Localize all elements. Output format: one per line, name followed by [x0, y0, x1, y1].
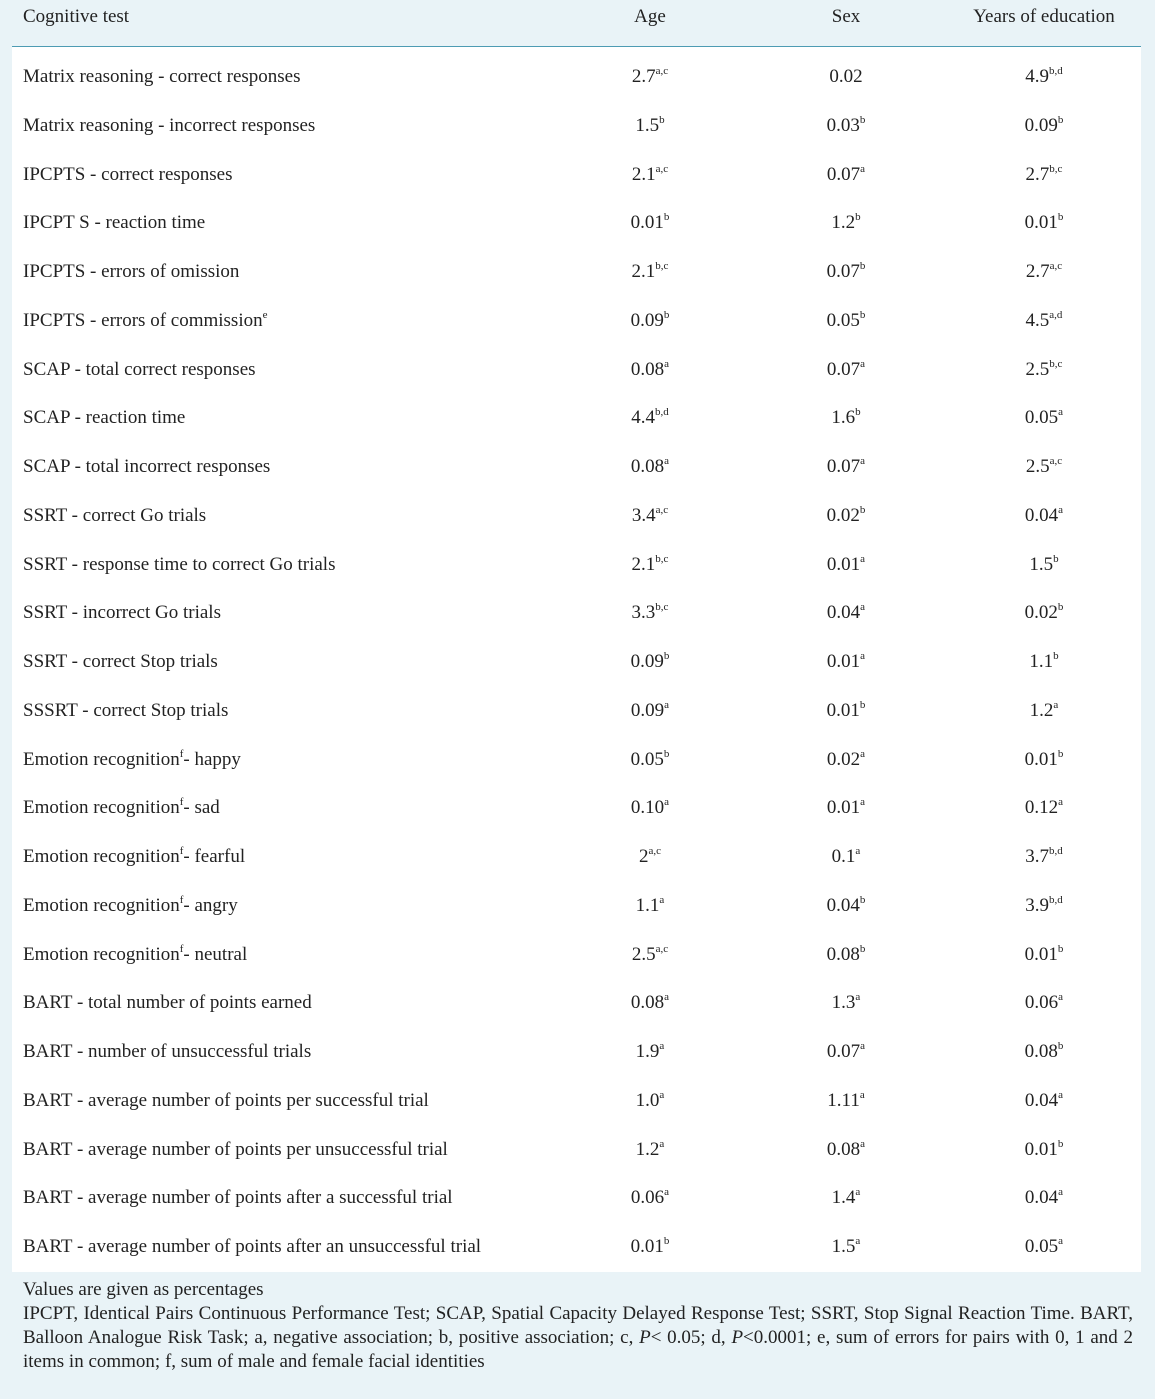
cell-age-value: 1.5: [635, 115, 660, 136]
superscript-marker: a: [860, 552, 866, 565]
cell-cognitive-test-value: Matrix reasoning - correct responses: [23, 66, 301, 87]
superscript-marker: a: [659, 1088, 665, 1101]
cell-cognitive-test: [23, 748, 241, 772]
cell-cognitive-test-value: IPCPTS - errors of commission: [23, 310, 263, 331]
superscript-marker: b,c: [1049, 357, 1063, 370]
cell-sex: [786, 650, 906, 674]
cell-years-of-education-value: 0.01: [1024, 212, 1058, 233]
cell-sex-value: 0.01: [826, 554, 861, 575]
footnote-abbreviations: [23, 1302, 1133, 1374]
cell-age-value: 2.1: [631, 261, 656, 282]
cell-age-value: 2.7: [631, 66, 656, 87]
cell-years-of-education-value: 4.5: [1025, 310, 1050, 331]
cell-age: [590, 455, 710, 479]
cell-age: [590, 650, 710, 674]
cell-cognitive-test-value: IPCPTS - correct responses: [23, 164, 233, 185]
cell-age: [590, 796, 710, 820]
cell-sex: [786, 699, 906, 723]
superscript-marker: a: [855, 844, 861, 857]
superscript-marker: b,d: [1049, 64, 1063, 77]
cell-sex-value: 0.01: [826, 700, 860, 721]
cell-sex-value: 0.02: [829, 66, 863, 87]
cell-years-of-education: [964, 309, 1124, 333]
cell-years-of-education-value: 3.9: [1025, 895, 1049, 916]
superscript-marker: b: [1053, 552, 1059, 565]
cell-cognitive-test-value: SSSRT - correct Stop trials: [23, 700, 229, 721]
cell-sex-value: 0.07: [826, 456, 861, 477]
cell-age: [590, 1089, 710, 1113]
cell-years-of-education-value: 1.1: [1029, 651, 1054, 672]
cell-cognitive-test-value: BART - average number of points per unsuccessful trial: [23, 1139, 448, 1160]
cell-years-of-education-value: 0.05: [1024, 1236, 1059, 1257]
superscript-marker: b: [1057, 747, 1064, 760]
cell-years-of-education-value: 2.7: [1025, 164, 1050, 185]
superscript-marker: b,c: [655, 259, 669, 272]
superscript-marker: b,c: [655, 600, 669, 613]
cell-cognitive-test: [23, 260, 239, 284]
table-body: [12, 0, 1141, 1399]
cell-sex-value: 0.07: [826, 164, 861, 185]
superscript-marker: b: [1057, 113, 1064, 126]
cell-age-value: 0.08: [630, 456, 665, 477]
cell-years-of-education-value: 0.06: [1024, 992, 1059, 1013]
cell-cognitive-test-value: IPCPT S - reaction time: [23, 212, 206, 233]
cell-sex-value: 0.1: [831, 846, 856, 867]
cell-age: [590, 211, 710, 235]
cell-age-value: 0.09: [630, 700, 665, 721]
superscript-marker: f: [179, 844, 184, 857]
cell-age-value: 0.09: [630, 310, 664, 331]
cell-age: [590, 894, 710, 918]
cell-years-of-education-value: 2.7: [1025, 261, 1050, 282]
superscript-marker: a: [860, 1039, 866, 1052]
cell-years-of-education: [964, 1089, 1124, 1113]
cell-sex-value: 1.3: [831, 992, 856, 1013]
cell-age: [590, 699, 710, 723]
cell-cognitive-test-value: SCAP - reaction time: [23, 407, 186, 428]
cell-cognitive-test: [23, 358, 256, 382]
superscript-marker: a,c: [655, 64, 669, 77]
cell-age: [590, 406, 710, 430]
superscript-marker: b: [659, 113, 665, 126]
cell-age-value: 2.1: [631, 164, 656, 185]
cell-sex: [786, 748, 906, 772]
cell-age-value: 2.5: [631, 944, 656, 965]
superscript-marker: b: [1057, 942, 1064, 955]
superscript-marker: b: [663, 747, 670, 760]
superscript-marker: a: [1058, 795, 1064, 808]
cell-years-of-education: [964, 163, 1124, 187]
cell-sex-value: 0.02: [826, 505, 860, 526]
cell-age-value: 1.9: [635, 1041, 660, 1062]
cell-sex-value: 0.04: [826, 895, 860, 916]
superscript-marker: b,d: [1049, 844, 1063, 857]
cell-years-of-education: [964, 991, 1124, 1015]
superscript-marker: a: [855, 990, 861, 1003]
test-suffix: - fearful: [183, 846, 246, 867]
cell-cognitive-test: [23, 1040, 311, 1064]
cell-sex-value: 0.02: [826, 749, 861, 770]
superscript-marker: f: [179, 795, 184, 808]
cell-cognitive-test: [23, 309, 268, 333]
cell-years-of-education-value: 0.04: [1024, 1187, 1059, 1208]
cell-cognitive-test: [23, 65, 301, 89]
cell-years-of-education: [964, 65, 1124, 89]
cell-age-value: 1.2: [635, 1139, 660, 1160]
cell-cognitive-test: [23, 601, 221, 625]
cell-age: [590, 1138, 710, 1162]
table-header: [12, 0, 1141, 47]
cell-age: [590, 65, 710, 89]
superscript-marker: b: [859, 942, 866, 955]
cell-years-of-education: [964, 1186, 1124, 1210]
cell-sex-value: 0.07: [826, 1041, 861, 1062]
cell-sex-value: 1.4: [831, 1187, 856, 1208]
cell-sex: [786, 260, 906, 284]
cell-sex-value: 0.01: [826, 797, 861, 818]
superscript-marker: a,c: [1049, 259, 1063, 272]
superscript-marker: b: [1053, 649, 1059, 662]
cell-sex: [786, 553, 906, 577]
cell-years-of-education-value: 0.09: [1024, 115, 1058, 136]
footnote-p-symbol: P: [731, 1327, 744, 1348]
superscript-marker: a: [860, 747, 866, 760]
cell-cognitive-test-value: SCAP - total incorrect responses: [23, 456, 271, 477]
cell-years-of-education: [964, 211, 1124, 235]
cell-sex-value: 1.2: [831, 212, 856, 233]
cell-cognitive-test: [23, 1235, 481, 1259]
cell-sex-value: 0.07: [826, 261, 860, 282]
cell-sex: [786, 504, 906, 528]
cell-cognitive-test-value: BART - number of unsuccessful trials: [23, 1041, 312, 1062]
superscript-marker: b: [855, 405, 861, 418]
cell-age: [590, 309, 710, 333]
superscript-marker: f: [179, 893, 184, 906]
cell-cognitive-test-value: BART - average number of points after a successful trial: [23, 1187, 453, 1208]
test-suffix: - happy: [183, 749, 241, 770]
cell-cognitive-test-value: BART - total number of points earned: [23, 992, 312, 1013]
cell-years-of-education-value: 0.05: [1024, 407, 1059, 428]
superscript-marker: b: [663, 210, 670, 223]
footnote-text-a: IPCPT, Identical Pairs Continuous Performance Test; SCAP, Spatial Capacity Delayed Response Test; SSRT, Stop Signal Reaction Time. BART, Balloon Analogue Risk Task; a, negative association; b, positive association; c,: [23, 1303, 1133, 1348]
cell-years-of-education: [964, 504, 1124, 528]
superscript-marker: a: [859, 1088, 865, 1101]
superscript-marker: b: [1057, 1137, 1064, 1150]
cell-cognitive-test: [23, 1186, 453, 1210]
test-suffix: - sad: [183, 797, 220, 818]
cell-cognitive-test-value: SSRT - response time to correct Go trials: [23, 554, 336, 575]
cell-cognitive-test-value: SSRT - incorrect Go trials: [23, 602, 221, 623]
cell-age-value: 3.3: [631, 602, 656, 623]
cell-sex: [786, 114, 906, 138]
cell-years-of-education: [964, 358, 1124, 382]
cell-years-of-education: [964, 260, 1124, 284]
superscript-marker: a: [664, 990, 670, 1003]
cell-years-of-education-value: 0.01: [1024, 749, 1058, 770]
cell-sex-value: 0.08: [826, 944, 860, 965]
superscript-marker: a: [1053, 698, 1059, 711]
footnote-p-symbol: P: [639, 1327, 651, 1348]
cell-cognitive-test-value: SSRT - correct Stop trials: [23, 651, 218, 672]
cell-age: [590, 358, 710, 382]
cell-age-value: 0.05: [630, 749, 664, 770]
superscript-marker: a: [860, 1137, 866, 1150]
cell-age-value: 0.01: [630, 212, 664, 233]
superscript-marker: a: [855, 1185, 861, 1198]
cell-years-of-education-value: 0.08: [1024, 1041, 1058, 1062]
superscript-marker: b: [663, 649, 670, 662]
superscript-marker: a: [664, 1185, 670, 1198]
cell-years-of-education: [964, 796, 1124, 820]
cell-age-value: 4.4: [631, 407, 655, 428]
cell-sex: [786, 1138, 906, 1162]
cell-cognitive-test: [23, 991, 312, 1015]
superscript-marker: a: [860, 795, 866, 808]
header-sex: Sex: [831, 6, 861, 27]
cell-sex: [786, 845, 906, 869]
superscript-marker: a: [664, 795, 670, 808]
cell-sex: [786, 1186, 906, 1210]
cell-cognitive-test: [23, 114, 315, 138]
cell-years-of-education: [964, 894, 1124, 918]
cell-years-of-education-value: 4.9: [1025, 66, 1049, 87]
cell-years-of-education: [964, 601, 1124, 625]
cell-age-value: 2.1: [631, 554, 656, 575]
cell-sex-value: 0.03: [826, 115, 860, 136]
superscript-marker: b,c: [1049, 162, 1063, 175]
cell-sex-value: 1.11: [827, 1090, 860, 1111]
superscript-marker: b: [663, 1234, 670, 1247]
cell-years-of-education-value: 2.5: [1025, 359, 1050, 380]
cell-sex-value: 1.5: [831, 1236, 856, 1257]
superscript-marker: a: [659, 893, 665, 906]
header-years-of-education: Years of education: [973, 6, 1115, 27]
cell-years-of-education: [964, 748, 1124, 772]
superscript-marker: b,d: [1049, 893, 1063, 906]
superscript-marker: a: [1058, 405, 1064, 418]
cell-years-of-education: [964, 943, 1124, 967]
cell-sex: [786, 358, 906, 382]
cell-cognitive-test-value: SSRT - correct Go trials: [23, 505, 207, 526]
cell-age-value: 0.06: [630, 1187, 665, 1208]
cell-sex: [786, 1235, 906, 1259]
cell-years-of-education-value: 0.02: [1024, 602, 1058, 623]
superscript-marker: a: [860, 357, 866, 370]
superscript-marker: a: [855, 1234, 861, 1247]
footnote-text-b: < 0.05; d,: [650, 1327, 732, 1348]
cell-cognitive-test-value: Emotion recognition: [23, 944, 180, 965]
cell-age: [590, 260, 710, 284]
superscript-marker: e: [262, 308, 268, 321]
cell-age: [590, 748, 710, 772]
cell-cognitive-test: [23, 845, 245, 869]
superscript-marker: a: [1058, 1234, 1064, 1247]
cell-years-of-education-value: 0.01: [1024, 944, 1058, 965]
cell-cognitive-test: [23, 943, 247, 967]
superscript-marker: b: [859, 308, 866, 321]
cell-sex-value: 1.6: [831, 407, 856, 428]
cell-cognitive-test: [23, 163, 233, 187]
superscript-marker: a: [664, 454, 670, 467]
cell-years-of-education: [964, 406, 1124, 430]
superscript-marker: b: [663, 308, 670, 321]
cell-sex-value: 0.04: [826, 602, 861, 623]
cell-age: [590, 114, 710, 138]
cell-cognitive-test: [23, 553, 335, 577]
cell-years-of-education-value: 0.12: [1024, 797, 1059, 818]
superscript-marker: a: [860, 649, 866, 662]
cell-age: [590, 991, 710, 1015]
cell-age: [590, 553, 710, 577]
cell-sex: [786, 309, 906, 333]
superscript-marker: a,c: [1049, 454, 1063, 467]
cell-age: [590, 845, 710, 869]
cell-cognitive-test-value: Emotion recognition: [23, 895, 180, 916]
cell-sex: [786, 894, 906, 918]
cell-years-of-education: [964, 650, 1124, 674]
superscript-marker: a,c: [655, 503, 669, 516]
test-suffix: - angry: [183, 895, 238, 916]
cell-sex: [786, 1040, 906, 1064]
cell-cognitive-test-value: SCAP - total correct responses: [23, 359, 256, 380]
cell-age-value: 0.08: [630, 359, 665, 380]
cell-years-of-education-value: 1.5: [1029, 554, 1054, 575]
header-age: Age: [634, 6, 666, 27]
superscript-marker: a,c: [648, 844, 661, 857]
superscript-marker: a,d: [1049, 308, 1063, 321]
cell-sex: [786, 163, 906, 187]
table-footnote: [12, 1272, 1141, 1399]
superscript-marker: b,d: [655, 405, 669, 418]
cell-sex: [786, 65, 906, 89]
cell-years-of-education-value: 0.04: [1024, 505, 1059, 526]
cell-years-of-education: [964, 1235, 1124, 1259]
cell-cognitive-test: [23, 406, 185, 430]
cell-cognitive-test-value: Matrix reasoning - incorrect responses: [23, 115, 316, 136]
cell-sex-value: 0.08: [826, 1139, 861, 1160]
superscript-marker: a: [1058, 990, 1064, 1003]
cell-years-of-education: [964, 114, 1124, 138]
footnote-values-note: Values are given as percentages: [23, 1279, 264, 1300]
superscript-marker: a,c: [655, 162, 669, 175]
cell-sex: [786, 601, 906, 625]
cell-sex: [786, 943, 906, 967]
cell-age-value: 0.01: [630, 1236, 664, 1257]
cell-sex: [786, 211, 906, 235]
cell-age: [590, 163, 710, 187]
cell-years-of-education-value: 2.5: [1025, 456, 1050, 477]
cell-years-of-education: [964, 553, 1124, 577]
cell-sex: [786, 991, 906, 1015]
cell-age-value: 3.4: [631, 505, 656, 526]
cell-years-of-education: [964, 1138, 1124, 1162]
superscript-marker: a: [1058, 1185, 1064, 1198]
superscript-marker: b: [1057, 1039, 1064, 1052]
cell-cognitive-test-value: Emotion recognition: [23, 797, 180, 818]
cell-cognitive-test: [23, 699, 228, 723]
superscript-marker: b: [1057, 210, 1064, 223]
cell-years-of-education: [964, 455, 1124, 479]
cell-cognitive-test: [23, 894, 238, 918]
cell-cognitive-test-value: IPCPTS - errors of omission: [23, 261, 240, 282]
cell-cognitive-test: [23, 650, 218, 674]
superscript-marker: a: [1058, 1088, 1064, 1101]
cell-age-value: 1.0: [635, 1090, 660, 1111]
superscript-marker: f: [179, 747, 184, 760]
superscript-marker: a: [664, 357, 670, 370]
cell-years-of-education-value: 1.2: [1029, 700, 1054, 721]
superscript-marker: a: [659, 1039, 665, 1052]
superscript-marker: b: [859, 503, 866, 516]
superscript-marker: a: [659, 1137, 665, 1150]
cell-cognitive-test: [23, 211, 205, 235]
cell-age-value: 0.10: [630, 797, 665, 818]
cell-age: [590, 1186, 710, 1210]
cell-age-value: 2: [638, 846, 649, 867]
superscript-marker: a: [1058, 503, 1064, 516]
cell-age: [590, 504, 710, 528]
cell-cognitive-test: [23, 504, 206, 528]
superscript-marker: b: [859, 893, 866, 906]
superscript-marker: b: [859, 698, 866, 711]
cell-cognitive-test-value: BART - average number of points per successful trial: [23, 1090, 429, 1111]
cell-cognitive-test: [23, 1089, 429, 1113]
cell-age: [590, 943, 710, 967]
footnote-text-c: <0.0001; e, sum of errors for pairs with 0, 1 and 2 items in common; f, sum of male and female facial identities: [23, 1327, 1133, 1372]
cell-years-of-education: [964, 845, 1124, 869]
cell-age-value: 1.1: [635, 895, 660, 916]
cell-age-value: 0.09: [630, 651, 664, 672]
superscript-marker: b: [855, 210, 861, 223]
superscript-marker: b,c: [655, 552, 669, 565]
cell-years-of-education-value: 0.04: [1024, 1090, 1059, 1111]
cell-sex-value: 0.07: [826, 359, 861, 380]
cell-sex: [786, 455, 906, 479]
superscript-marker: b: [859, 113, 866, 126]
cell-cognitive-test: [23, 455, 270, 479]
superscript-marker: a: [664, 698, 670, 711]
cell-years-of-education: [964, 1040, 1124, 1064]
cell-sex: [786, 406, 906, 430]
cell-sex: [786, 1089, 906, 1113]
cell-years-of-education: [964, 699, 1124, 723]
superscript-marker: a,c: [655, 942, 669, 955]
superscript-marker: b: [1057, 600, 1064, 613]
test-suffix: - neutral: [183, 944, 248, 965]
cell-cognitive-test: [23, 796, 220, 820]
cell-cognitive-test-value: Emotion recognition: [23, 749, 180, 770]
cell-cognitive-test: [23, 1138, 448, 1162]
cell-age: [590, 601, 710, 625]
cell-sex: [786, 796, 906, 820]
superscript-marker: a: [860, 162, 866, 175]
cell-age: [590, 1235, 710, 1259]
header-cognitive-test: Cognitive test: [23, 6, 130, 27]
cell-sex-value: 0.05: [826, 310, 860, 331]
superscript-marker: a: [860, 600, 866, 613]
superscript-marker: f: [179, 942, 184, 955]
superscript-marker: a: [860, 454, 866, 467]
cell-age: [590, 1040, 710, 1064]
cell-years-of-education-value: 0.01: [1024, 1139, 1058, 1160]
cell-age-value: 0.08: [630, 992, 665, 1013]
superscript-marker: b: [859, 259, 866, 272]
cell-cognitive-test-value: BART - average number of points after an unsuccessful trial: [23, 1236, 482, 1257]
cell-cognitive-test-value: Emotion recognition: [23, 846, 180, 867]
cell-years-of-education-value: 3.7: [1025, 846, 1049, 867]
cell-sex-value: 0.01: [826, 651, 861, 672]
